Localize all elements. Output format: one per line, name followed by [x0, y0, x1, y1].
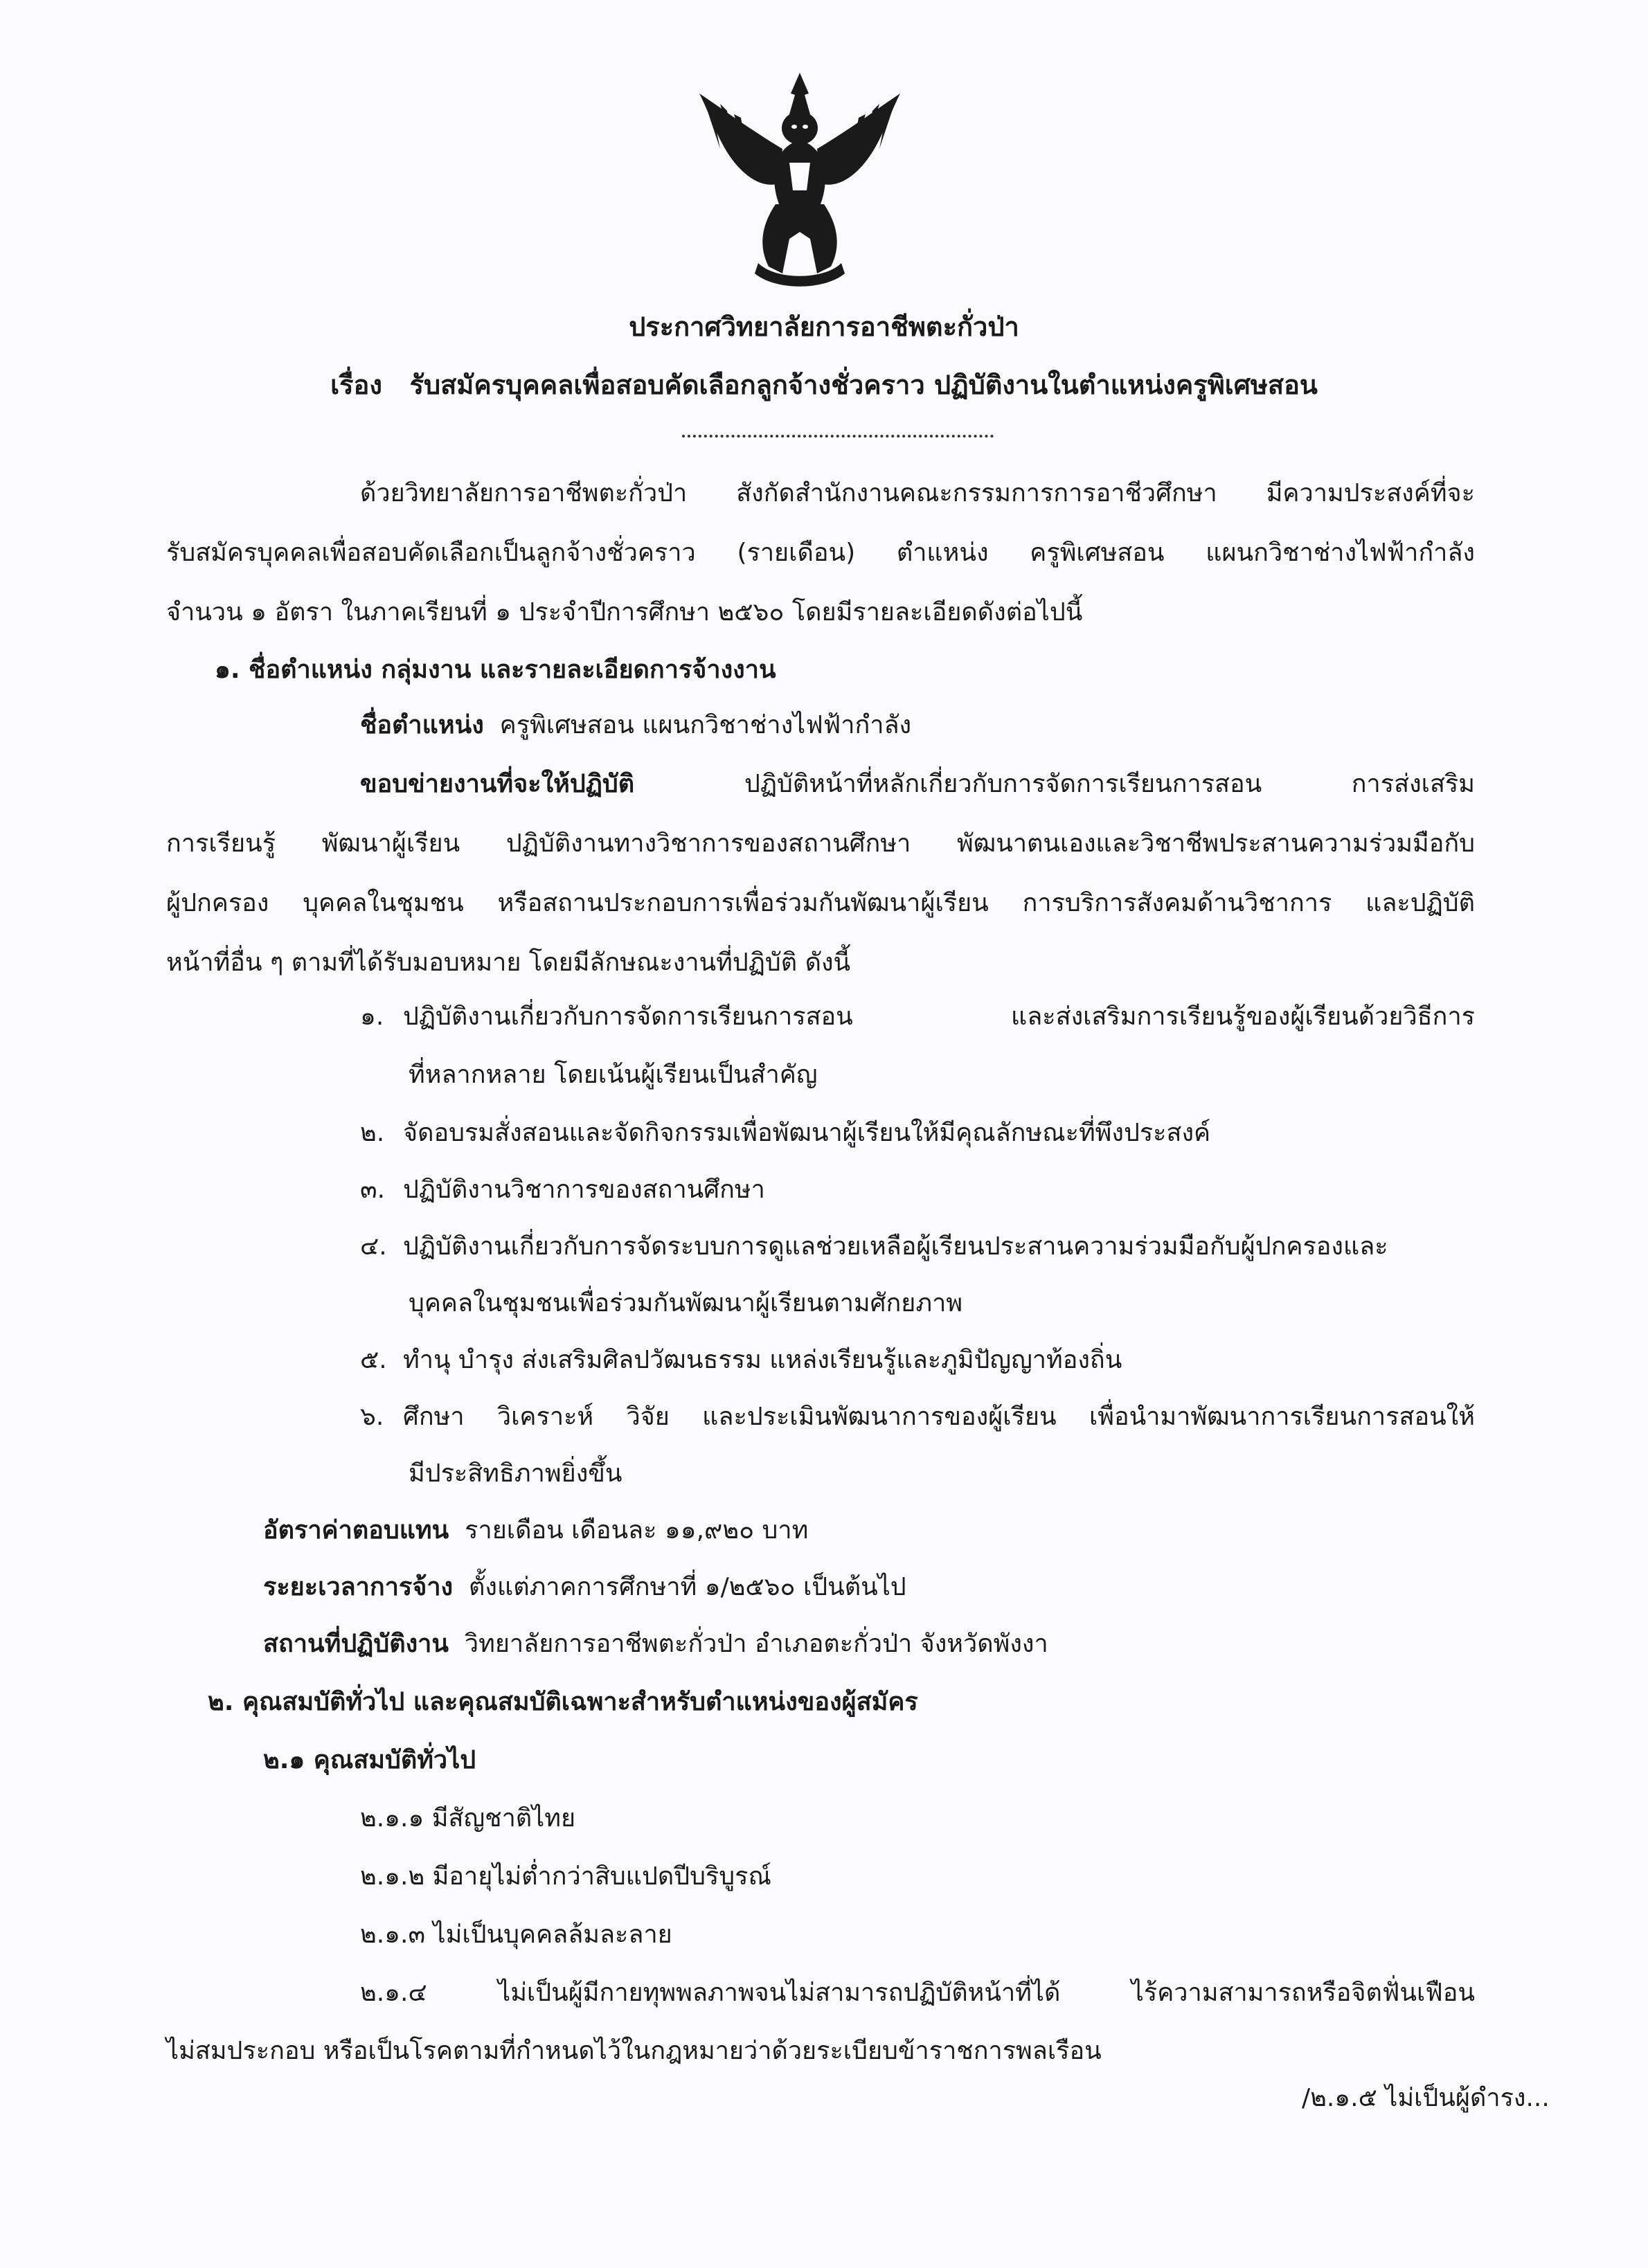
duty-item-6: ๖. ศึกษา วิเคราะห์ วิจัย และประเมินพัฒนาการของผู้เรียน เพื่อนำมาพัฒนาการเรียนการสอนให้ — [360, 1403, 1475, 1431]
period-row — [263, 1572, 906, 1603]
continuation-note: /๒.๑.๕ ไม่เป็นผู้ดำรง... — [1302, 2084, 1550, 2112]
scope-line-2: การเรียนรู้ พัฒนาผู้เรียน ปฏิบัติงานทางวิชาการของสถานศึกษา พัฒนาตนเองและวิชาชีพประสานความร่วมมือกับ — [166, 829, 1475, 858]
position-row — [360, 710, 911, 741]
place-label: สถานที่ปฏิบัติงาน — [263, 1630, 449, 1658]
period-value: ตั้งแต่ภาคการศึกษาที่ ๑/๒๕๖๐ เป็นต้นไป — [469, 1573, 906, 1601]
scope-label: ขอบข่ายงานที่จะให้ปฏิบัติ — [360, 770, 635, 798]
intro-line-3: จำนวน ๑ อัตรา ในภาคเรียนที่ ๑ ประจำปีการศึกษา ๒๕๖๐ โดยมีรายละเอียดดังต่อไปนี้ — [166, 598, 1083, 627]
scope-line-4: หน้าที่อื่น ๆ ตามที่ได้รับมอบหมาย โดยมีลักษณะงานที่ปฏิบัติ ดังนี้ — [166, 948, 851, 977]
section-1-heading: ๑. ชื่อตำแหน่ง กลุ่มงาน และรายละเอียดการจ้างงาน — [215, 656, 776, 684]
duty-item-4: ๔. ปฏิบัติงานเกี่ยวกับการจัดระบบการดูแลช่วยเหลือผู้เรียนประสานความร่วมมือกับผู้ปกครองและ — [360, 1232, 1388, 1261]
pay-label: อัตราค่าตอบแทน — [263, 1516, 449, 1545]
intro-line-2: รับสมัครบุคคลเพื่อสอบคัดเลือกเป็นลูกจ้างชั่วคราว (รายเดือน) ตำแหน่ง ครูพิเศษสอน แผนกวิชาช่างไฟฟ้ากำลัง — [166, 539, 1475, 567]
place-value: วิทยาลัยการอาชีพตะกั่วป่า อำเภอตะกั่วป่า จังหวัดพังงา — [464, 1630, 1048, 1658]
qualification-item-1: ๒.๑.๑ มีสัญชาติไทย — [360, 1804, 576, 1833]
position-label: ชื่อตำแหน่ง — [360, 711, 484, 739]
duty-item-1: ๑. ปฏิบัติงานเกี่ยวกับการจัดการเรียนการสอน และส่งเสริมการเรียนรู้ของผู้เรียนด้วยวิธีการ — [360, 1002, 1475, 1031]
duty-item-3: ๓. ปฏิบัติงานวิชาการของสถานศึกษา — [360, 1176, 765, 1204]
intro-line-1: ด้วยวิทยาลัยการอาชีพตะกั่วป่า สังกัดสำนักงานคณะกรรมการการอาชีวศึกษา มีความประสงค์ที่จะ — [360, 479, 1475, 507]
qualification-item-2: ๒.๑.๒ มีอายุไม่ต่ำกว่าสิบแปดปีบริบูรณ์ — [360, 1862, 771, 1891]
period-label: ระยะเวลาการจ้าง — [263, 1573, 454, 1601]
announcement-subject — [0, 368, 1648, 402]
duty-item-4-cont: บุคคลในชุมชนเพื่อร่วมกันพัฒนาผู้เรียนตามศักยภาพ — [409, 1289, 963, 1317]
qualification-item-4-cont: ไม่สมประกอบ หรือเป็นโรคตามที่กำหนดไว้ในกฎหมายว่าด้วยระเบียบข้าราชการพลเรือน — [166, 2037, 1102, 2065]
subject-label: เรื่อง — [330, 370, 382, 400]
scope-line-1: ปฏิบัติหน้าที่หลักเกี่ยวกับการจัดการเรียนการสอน การส่งเสริม — [744, 770, 1475, 798]
place-row — [263, 1628, 1048, 1660]
qualification-item-3: ๒.๑.๓ ไม่เป็นบุคคลล้มละลาย — [360, 1920, 672, 1949]
pay-value: รายเดือน เดือนละ ๑๑,๙๒๐ บาท — [465, 1516, 809, 1545]
duty-item-5: ๕. ทำนุ บำรุง ส่งเสริมศิลปวัฒนธรรม แหล่งเรียนรู้และภูมิปัญญาท้องถิ่น — [360, 1346, 1122, 1374]
qualification-item-4: ๒.๑.๔ ไม่เป็นผู้มีกายทุพพลภาพจนไม่สามารถปฏิบัติหน้าที่ได้ ไร้ความสามารถหรือจิตฟั่นเฟือน — [360, 1979, 1475, 2007]
title-divider — [682, 435, 994, 438]
announcement-title: ประกาศวิทยาลัยการอาชีพตะกั่วป่า — [629, 312, 1019, 342]
garuda-emblem — [692, 66, 907, 294]
scope-line-3: ผู้ปกครอง บุคคลในชุมชน หรือสถานประกอบการเพื่อร่วมกันพัฒนาผู้เรียน การบริการสังคมด้านวิชาการ และปฏิบัติ — [166, 889, 1475, 917]
section-2-heading: ๒. คุณสมบัติทั่วไป และคุณสมบัติเฉพาะสำหรับตำแหน่งของผู้สมัคร — [208, 1688, 918, 1716]
duty-item-2: ๒. จัดอบรมสั่งสอนและจัดกิจกรรมเพื่อพัฒนาผู้เรียนให้มีคุณลักษณะที่พึงประสงค์ — [360, 1119, 1211, 1147]
duty-item-1-cont: ที่หลากหลาย โดยเน้นผู้เรียนเป็นสำคัญ — [409, 1061, 818, 1089]
position-value: ครูพิเศษสอน แผนกวิชาช่างไฟฟ้ากำลัง — [499, 711, 912, 739]
pay-row — [263, 1515, 808, 1547]
section-2-1-heading: ๒.๑ คุณสมบัติทั่วไป — [263, 1746, 476, 1774]
subject-text: รับสมัครบุคคลเพื่อสอบคัดเลือกลูกจ้างชั่วคราว ปฏิบัติงานในตำแหน่งครูพิเศษสอน — [409, 370, 1318, 400]
duty-item-6-cont: มีประสิทธิภาพยิ่งขึ้น — [409, 1459, 623, 1488]
